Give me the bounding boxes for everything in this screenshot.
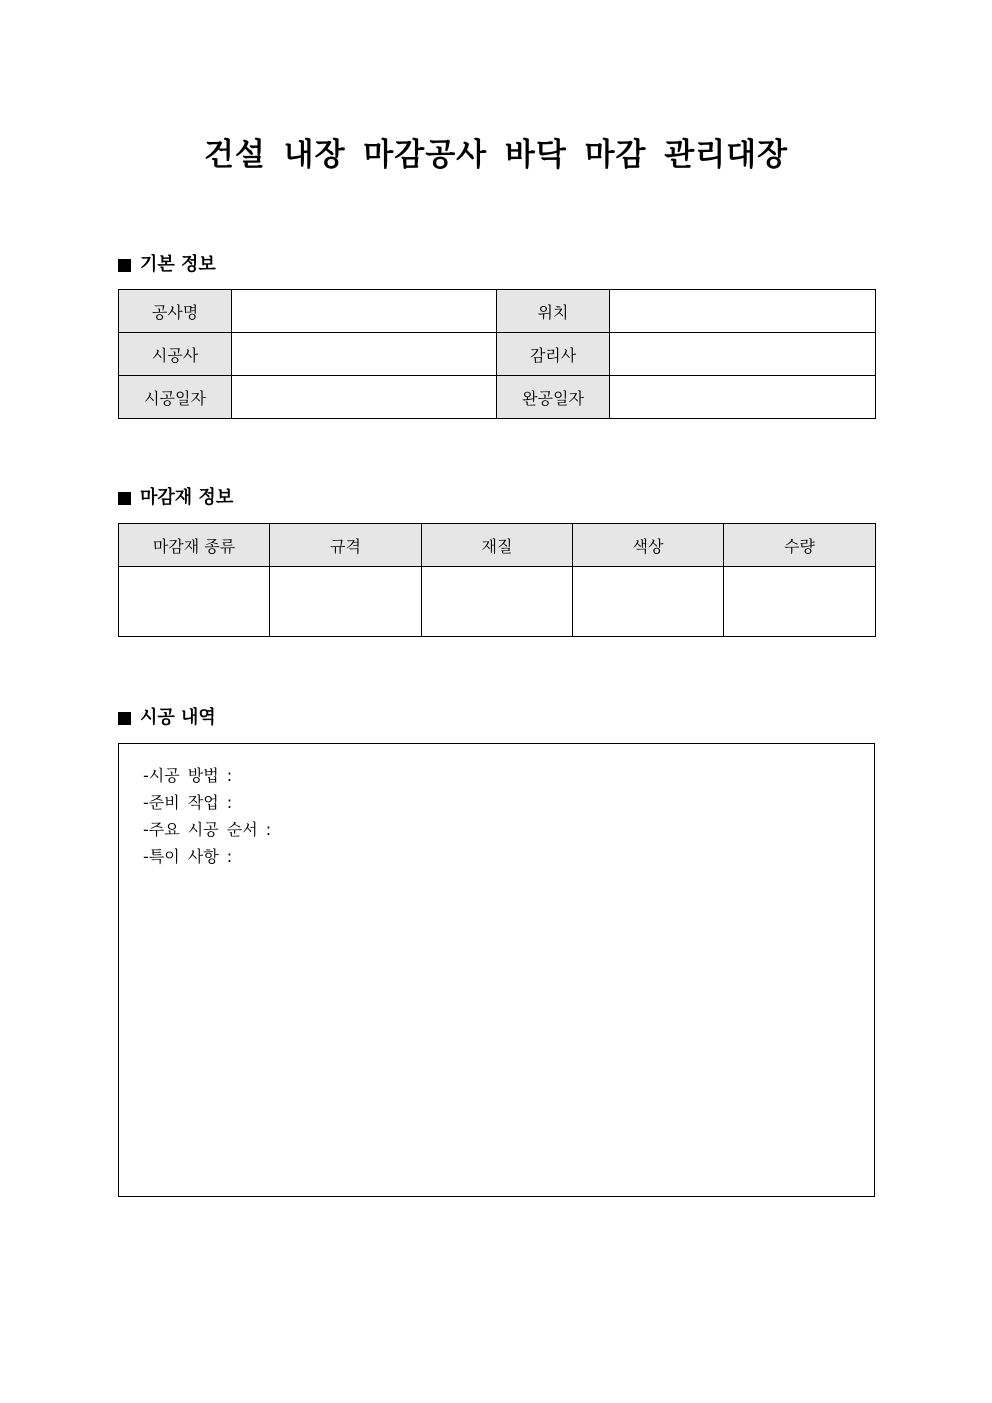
- table-row: [119, 376, 876, 419]
- supervisor-label: 감리사: [497, 333, 610, 376]
- supervisor-field[interactable]: [610, 333, 876, 376]
- location-field[interactable]: [610, 290, 876, 333]
- project-name-label: 공사명: [119, 290, 232, 333]
- black-square-icon: [118, 712, 131, 725]
- black-square-icon: [118, 259, 131, 272]
- basic-info-table: [118, 289, 876, 419]
- list-item: -특이 사항 :: [143, 847, 233, 866]
- spec-cell[interactable]: [270, 567, 422, 637]
- list-item: -주요 시공 순서 :: [143, 820, 272, 839]
- document-title: 건설 내장 마감공사 바닥 마감 관리대장: [203, 137, 789, 173]
- location-label: 위치: [497, 290, 610, 333]
- table-row: [119, 333, 876, 376]
- contractor-label: 시공사: [119, 333, 232, 376]
- material-header: 재질: [422, 524, 573, 567]
- start-date-field[interactable]: [232, 376, 497, 419]
- color-cell[interactable]: [573, 567, 724, 637]
- start-date-label: 시공일자: [119, 376, 232, 419]
- table-row: [119, 290, 876, 333]
- material-cell[interactable]: [422, 567, 573, 637]
- completion-date-field[interactable]: [610, 376, 876, 419]
- material-type-cell[interactable]: [119, 567, 270, 637]
- contractor-field[interactable]: [232, 333, 497, 376]
- table-header-row: [119, 524, 876, 567]
- project-name-field[interactable]: [232, 290, 497, 333]
- material-info-table: [118, 523, 876, 637]
- basic-info-heading-text: 기본 정보: [140, 254, 216, 275]
- table-row: [119, 567, 876, 637]
- completion-date-label: 완공일자: [497, 376, 610, 419]
- material-type-header: 마감재 종류: [119, 524, 270, 567]
- work-details-box[interactable]: [118, 743, 875, 1197]
- work-details-heading: [118, 706, 216, 730]
- list-item: -준비 작업 :: [143, 793, 233, 812]
- basic-info-heading: [118, 253, 216, 277]
- quantity-header: 수량: [724, 524, 876, 567]
- material-info-heading-text: 마감재 정보: [140, 487, 234, 508]
- quantity-cell[interactable]: [724, 567, 876, 637]
- list-item: -시공 방법 :: [143, 766, 233, 785]
- black-square-icon: [118, 492, 131, 505]
- material-info-heading: [118, 486, 233, 510]
- work-details-list: [143, 762, 271, 870]
- color-header: 색상: [573, 524, 724, 567]
- spec-header: 규격: [270, 524, 422, 567]
- work-details-heading-text: 시공 내역: [140, 707, 216, 728]
